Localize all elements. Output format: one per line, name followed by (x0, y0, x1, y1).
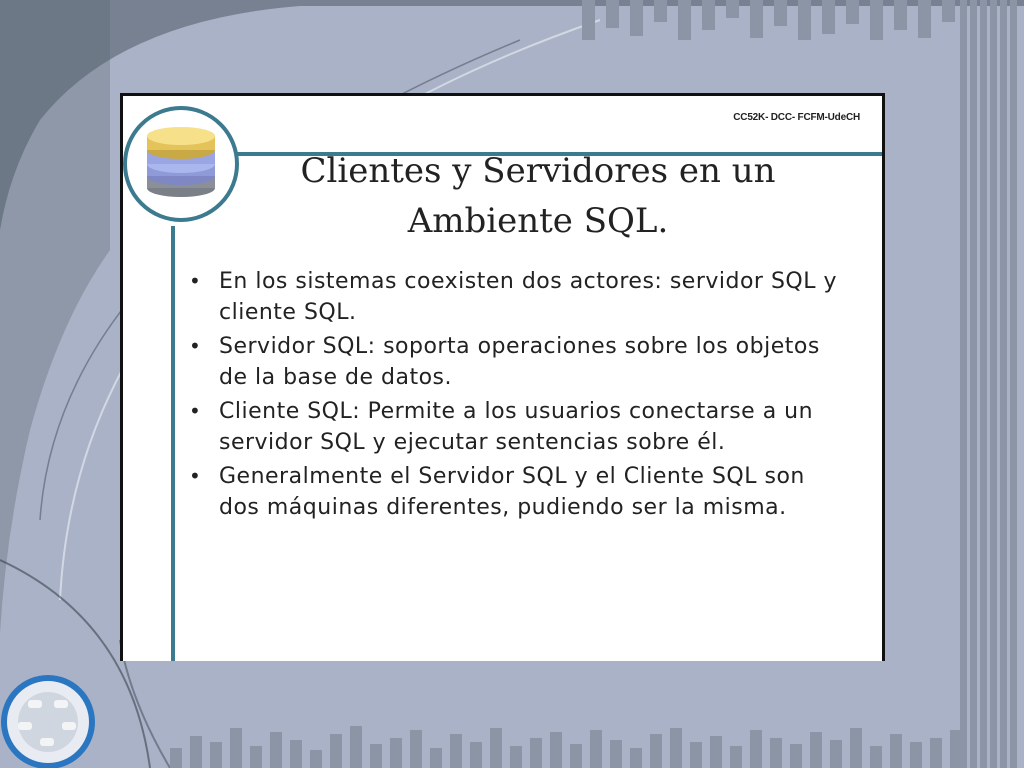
course-code: CC52K- DCC- FCFM-UdeCH (733, 112, 860, 123)
decor-bar (606, 0, 619, 28)
decor-bar (750, 730, 762, 768)
decor-bar (550, 732, 562, 768)
decor-bar (1010, 0, 1017, 768)
database-diagram-icon (4, 678, 92, 766)
decor-bar (470, 742, 482, 768)
decor-bar (702, 0, 715, 30)
decor-bar (810, 732, 822, 768)
decor-bar (190, 736, 202, 768)
decor-bar (830, 740, 842, 768)
decor-bar (530, 738, 542, 768)
decor-bar (850, 728, 862, 768)
decor-bar (870, 746, 882, 768)
decor-bar (730, 746, 742, 768)
database-icon (125, 108, 237, 220)
decor-bar (870, 0, 883, 40)
slide-title (273, 146, 803, 246)
decor-bar (590, 730, 602, 768)
decor-bar (350, 726, 362, 768)
slide (120, 93, 885, 661)
decor-bar (890, 734, 902, 768)
bullet-item: • En los sistemas coexisten dos actores: servidor SQL y cliente SQL. (189, 266, 849, 328)
decor-bar (490, 728, 502, 768)
decor-bar (582, 0, 595, 40)
decor-bar (390, 738, 402, 768)
decor-bar (450, 734, 462, 768)
decor-bar (960, 0, 967, 768)
decor-bar (510, 746, 522, 768)
slide-title-line-2: Ambiente SQL. (407, 201, 669, 241)
decor-bar (980, 0, 987, 768)
decor-bar (990, 0, 997, 768)
decor-bar (846, 0, 859, 24)
decor-bar (570, 744, 582, 768)
decor-bar (654, 0, 667, 22)
decor-bar (210, 742, 222, 768)
bullet-item: • Servidor SQL: soporta operaciones sobre los objetos de la base de datos. (189, 331, 849, 393)
decor-bar (770, 738, 782, 768)
decor-bar (710, 736, 722, 768)
decor-bar (894, 0, 907, 30)
decor-bar (798, 0, 811, 40)
decor-bar (930, 738, 942, 768)
decor-bar (270, 732, 282, 768)
bottom-bar-pattern (170, 726, 962, 768)
decor-bar (310, 750, 322, 768)
decor-bar (370, 744, 382, 768)
decor-bar (630, 0, 643, 36)
decor-bar (670, 728, 682, 768)
decor-bar (950, 730, 962, 768)
bullet-list (189, 266, 849, 526)
decor-bar (678, 0, 691, 40)
decor-bar (726, 0, 739, 18)
decor-bar (410, 730, 422, 768)
bullet-item: • Cliente SQL: Permite a los usuarios conectarse a un servidor SQL y ejecutar sentencias sobre él. (189, 396, 849, 458)
decor-bar (690, 742, 702, 768)
decor-bar (918, 0, 931, 38)
decor-bar (750, 0, 763, 38)
decor-bar (910, 742, 922, 768)
decor-bar (330, 734, 342, 768)
decor-bar (774, 0, 787, 26)
decor-bar (1000, 0, 1007, 768)
decor-bar (790, 744, 802, 768)
decor-bar (290, 740, 302, 768)
decor-bar (822, 0, 835, 34)
decor-bar (250, 746, 262, 768)
right-bar-pattern (960, 0, 1017, 768)
decor-bar (610, 740, 622, 768)
decor-bar (970, 0, 977, 768)
decor-bar (170, 748, 182, 768)
decor-bar (230, 728, 242, 768)
decor-bar (630, 748, 642, 768)
decor-bar (942, 0, 955, 22)
bullet-item: • Generalmente el Servidor SQL y el Cliente SQL son dos máquinas diferentes, pudiendo ser la misma. (189, 461, 849, 523)
decor-bar (650, 734, 662, 768)
slide-title-line-1: Clientes y Servidores en un (300, 151, 776, 191)
decor-bar (430, 748, 442, 768)
